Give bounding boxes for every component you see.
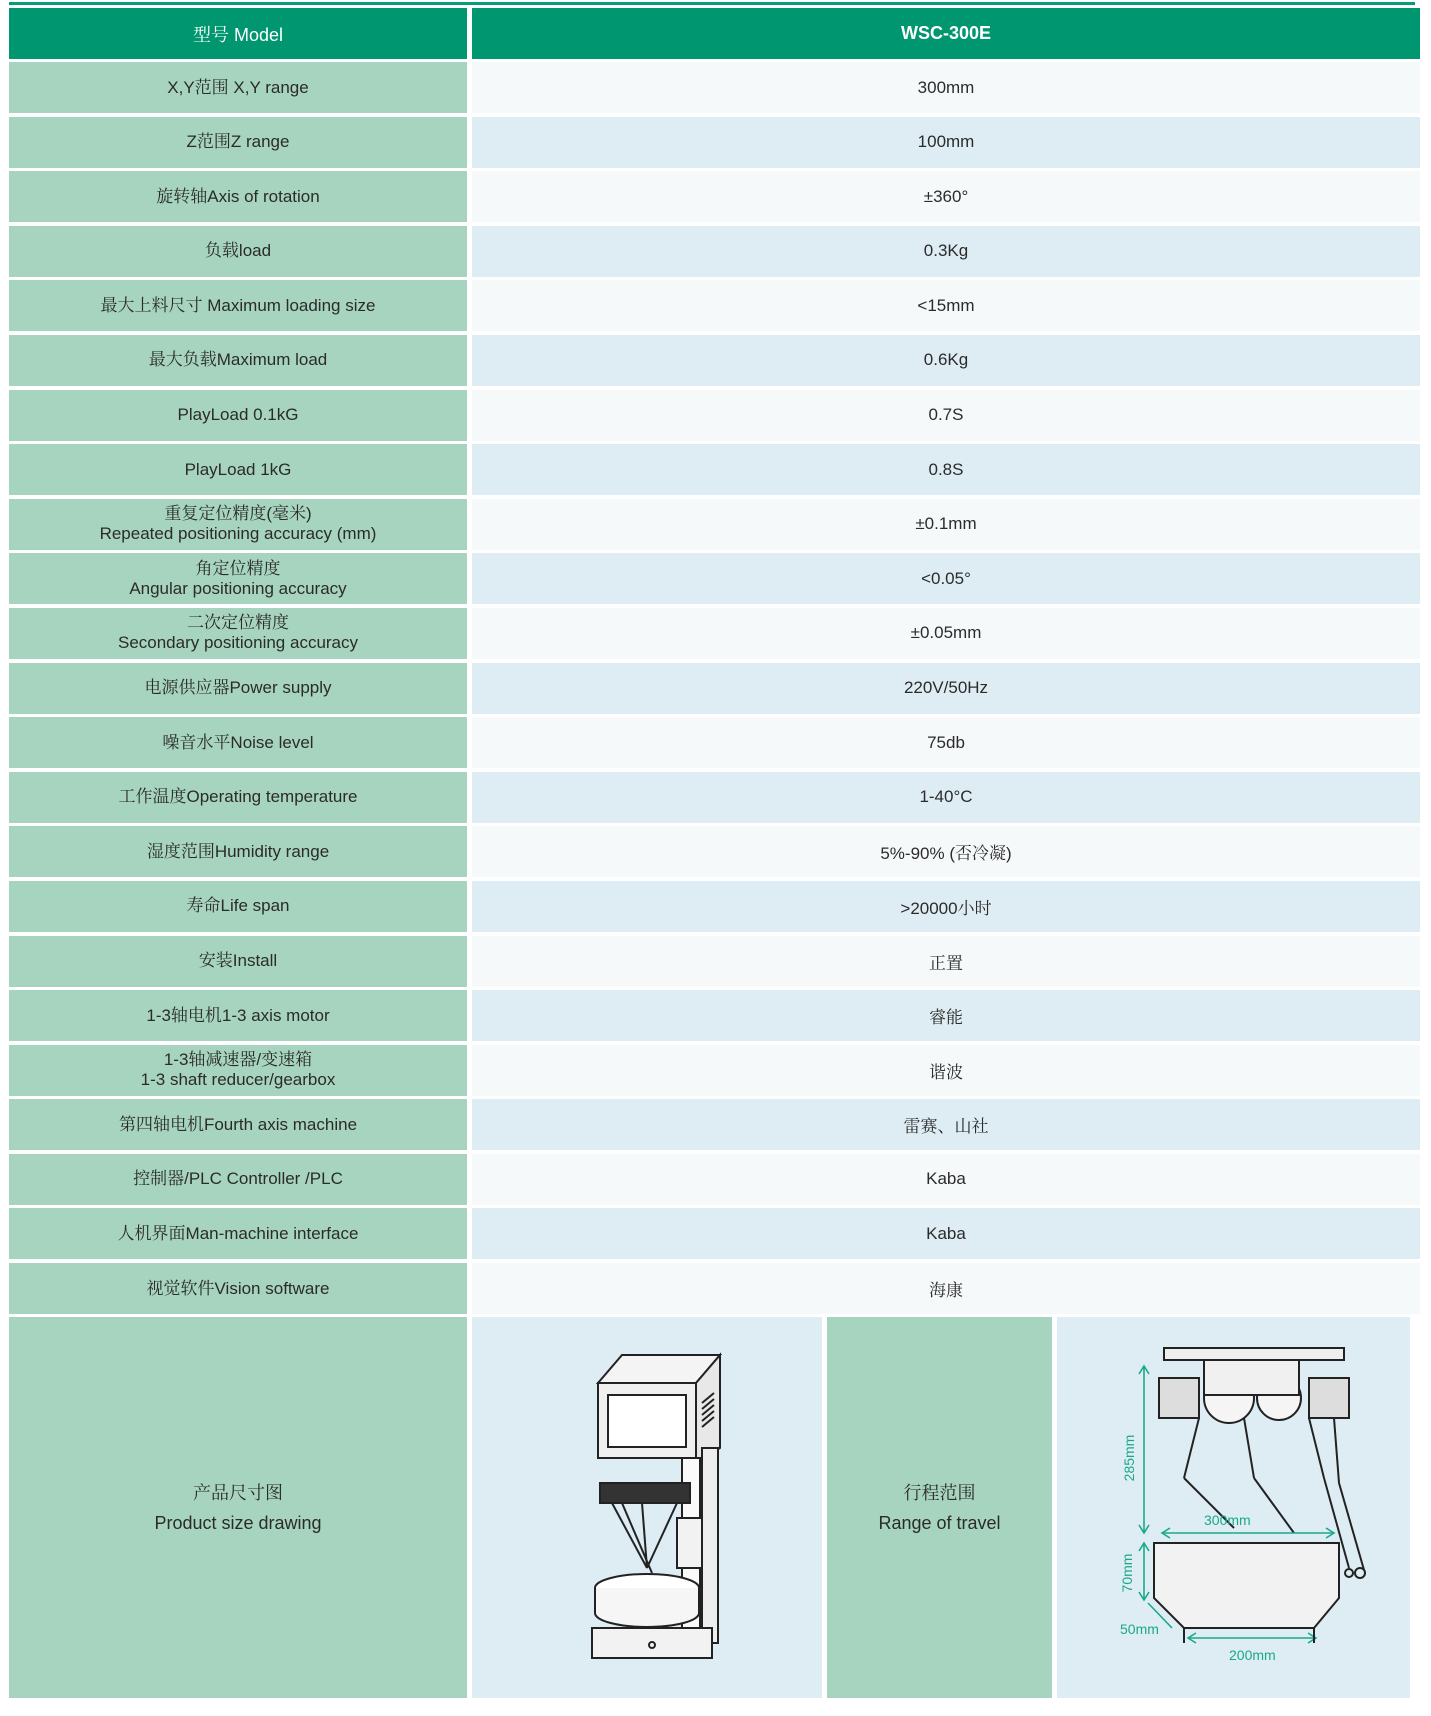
travel-range-diagram	[1084, 1338, 1384, 1678]
spec-table	[9, 8, 1415, 1318]
spec-value: <15mm	[472, 280, 1420, 331]
top-accent-line	[9, 2, 1415, 5]
spec-value: 雷赛、山社	[472, 1099, 1420, 1150]
spec-value: 0.7S	[472, 390, 1420, 441]
spec-label-line: X,Y范围 X,Y range	[167, 77, 309, 97]
spec-label-line: 安装Install	[198, 951, 278, 970]
spec-label	[9, 881, 467, 932]
spec-label	[9, 826, 467, 877]
spec-label-line: 1-3轴减速器/变速箱	[163, 1050, 313, 1070]
range-of-travel-label	[827, 1317, 1052, 1698]
spec-label	[9, 990, 467, 1041]
drawings-row	[9, 1317, 1415, 1698]
spec-value: 正置	[472, 936, 1420, 987]
spec-label	[9, 390, 467, 441]
travel-label-cn: 行程范围	[903, 1482, 976, 1503]
spec-label-line: 1-3轴电机1-3 axis motor	[146, 1005, 330, 1025]
spec-label-line: 视觉软件Vision software	[146, 1278, 330, 1298]
spec-label	[9, 1208, 467, 1259]
spec-value: ±360°	[472, 171, 1420, 222]
spec-label	[9, 936, 467, 987]
spec-value: 5%-90% (否冷凝)	[472, 826, 1420, 877]
spec-label	[9, 1045, 467, 1096]
spec-label-line: 二次定位精度	[187, 613, 289, 633]
spec-label-line: Secondary positioning accuracy	[117, 633, 359, 653]
product-size-drawing	[472, 1317, 822, 1698]
spec-label	[9, 117, 467, 168]
spec-value: Kaba	[472, 1154, 1420, 1205]
spec-value: 75db	[472, 717, 1420, 768]
spec-label-line: PlayLoad 0.1kG	[177, 405, 299, 425]
spec-label	[9, 1154, 467, 1205]
spec-label-line: 最大负载Maximum load	[148, 350, 328, 370]
spec-label	[9, 444, 467, 495]
spec-value: 睿能	[472, 990, 1420, 1041]
spec-value: ±0.05mm	[472, 608, 1420, 659]
spec-label-line: 寿命Life span	[186, 896, 290, 916]
spec-label-line: 人机界面Man-machine interface	[117, 1223, 359, 1243]
spec-label-line: 湿度范围Humidity range	[146, 841, 330, 861]
spec-label	[9, 663, 467, 714]
spec-label-line: 角定位精度	[195, 558, 281, 578]
product-size-label	[9, 1317, 467, 1698]
spec-value: 海康	[472, 1263, 1420, 1314]
spec-value: 220V/50Hz	[472, 663, 1420, 714]
spec-label	[9, 280, 467, 331]
spec-label	[9, 772, 467, 823]
spec-label-line: PlayLoad 1kG	[184, 459, 292, 479]
spec-label-line: 1-3 shaft reducer/gearbox	[140, 1070, 336, 1090]
spec-value: 0.3Kg	[472, 226, 1420, 277]
spec-label	[9, 608, 467, 659]
spec-label	[9, 226, 467, 277]
spec-label	[9, 335, 467, 386]
spec-label-line: 旋转轴Axis of rotation	[156, 186, 320, 206]
spec-label	[9, 499, 467, 550]
spec-value: 0.8S	[472, 444, 1420, 495]
spec-value: ±0.1mm	[472, 499, 1420, 550]
dim-285: 285mm	[1120, 1434, 1137, 1481]
product-size-label-cn: 产品尺寸图	[193, 1482, 283, 1503]
header-label: 型号 Model	[9, 8, 467, 59]
dim-200: 200mm	[1228, 1646, 1276, 1663]
spec-value: >20000小时	[472, 881, 1420, 932]
spec-value: <0.05°	[472, 553, 1420, 604]
spec-label	[9, 717, 467, 768]
spec-label-line: 控制器/PLC Controller /PLC	[133, 1169, 343, 1189]
spec-label-line: 重复定位精度(毫米)	[164, 504, 312, 524]
spec-label-line: Z范围Z range	[186, 132, 290, 152]
spec-label	[9, 171, 467, 222]
dim-300: 300mm	[1203, 1511, 1251, 1528]
spec-label	[9, 1263, 467, 1314]
range-of-travel-drawing	[1057, 1317, 1410, 1698]
spec-label-line: 最大上料尺寸 Maximum loading size	[100, 295, 376, 315]
travel-label-en: Range of travel	[878, 1512, 1001, 1533]
spec-label	[9, 62, 467, 113]
robot-machine-drawing	[552, 1343, 742, 1673]
spec-label-line: 电源供应器Power supply	[144, 678, 332, 698]
spec-value: 1-40°C	[472, 772, 1420, 823]
dim-70: 70mm	[1118, 1553, 1135, 1592]
spec-label-line: 噪音水平Noise level	[162, 732, 314, 752]
spec-value: Kaba	[472, 1208, 1420, 1259]
spec-value: 谐波	[472, 1045, 1420, 1096]
spec-value: 100mm	[472, 117, 1420, 168]
spec-label-line: 负载load	[204, 241, 272, 261]
spec-value: 300mm	[472, 62, 1420, 113]
spec-value: 0.6Kg	[472, 335, 1420, 386]
spec-label-line: 工作温度Operating temperature	[118, 787, 358, 807]
spec-label-line: Repeated positioning accuracy (mm)	[99, 524, 377, 544]
spec-label	[9, 1099, 467, 1150]
spec-label	[9, 553, 467, 604]
spec-label-line: 第四轴电机Fourth axis machine	[118, 1114, 358, 1134]
dim-50: 50mm	[1119, 1620, 1159, 1637]
spec-label-line: Angular positioning accuracy	[129, 578, 347, 598]
product-size-label-en: Product size drawing	[154, 1512, 322, 1533]
header-model: WSC-300E	[472, 8, 1420, 59]
